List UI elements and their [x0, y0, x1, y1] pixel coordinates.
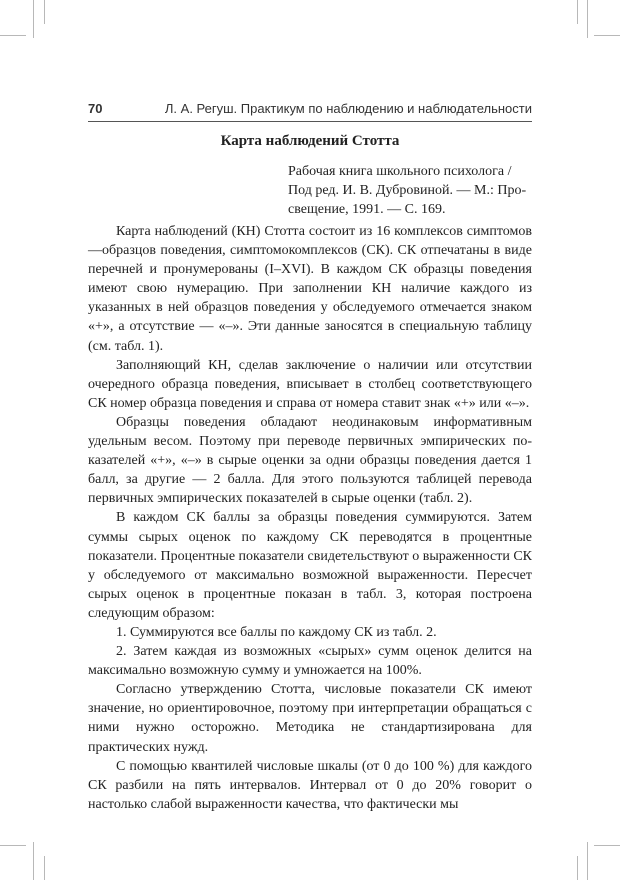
citation-line: свещение, 1991. — С. 169.	[288, 202, 446, 217]
paragraph: Карта наблюдений (КН) Стотта состоит из 16 комплексов симптомов—образцов поведения, симптомокомплексов (СК). СК отпечатаны в виде перечней и пронумерованы (I–XVI). В каждом СК образцы поведения имеют свою нумерацию. При заполнении КН наличие каждого из указанных в ней образцов поведения у обследуемого отмечается знаком «+», а отсутствие — «–». Эти данные заносятся в специальную таблицу (см. табл. 1).	[88, 224, 532, 354]
paragraph: Образцы поведения обладают неодинаковым информативным удельным весом. Поэтому при переводе первичных эмпирических показателей «+», «–» в сырые оценки за одни образцы поведения дается 1 балл, за другие — 2 балла. Для этого пользуются таблицей перевода первичных эмпирических показателей в сырые оценки (табл. 2).	[88, 414, 532, 507]
section-title: Карта наблюдений Стотта	[220, 133, 400, 149]
paragraph: Заполняющий КН, сделав заключение о наличии или отсутствии очередного образца поведения, вписывает в столбец соответствующего СК номер образца поведения и справа от номера ставит знак «+» или «–».	[88, 357, 532, 411]
crop-mark	[577, 856, 578, 880]
citation	[288, 162, 532, 219]
crop-mark	[587, 0, 588, 38]
running-title: Л. А. Регуш. Практикум по наблюдению и наблюдательности	[164, 101, 532, 116]
crop-mark	[577, 0, 578, 24]
body-text	[88, 222, 532, 814]
crop-mark	[594, 845, 620, 846]
citation-line: Рабочая книга школьного психолога /	[288, 164, 512, 179]
list-item: 1. Суммируются все баллы по каждому СК из табл. 2.	[116, 624, 437, 640]
paragraph: Согласно утверждению Стотта, числовые показатели СК имеют значение, но ориентировочное, поэтому при интерпретации обращаться с ними нужно осторожно. Методика не стандартизирована для практических нужд.	[88, 682, 532, 755]
crop-mark	[587, 842, 588, 880]
page-number: 70	[88, 101, 103, 116]
crop-mark	[0, 35, 26, 36]
crop-mark	[44, 856, 45, 880]
citation-line: Под ред. И. В. Дубровиной. — М.: Про-	[288, 183, 527, 198]
header-divider	[88, 121, 532, 122]
crop-mark	[33, 0, 34, 38]
crop-mark	[0, 845, 26, 846]
list-item: 2. Затем каждая из возможных «сырых» сумм оценок делится на максимально возможную сумму и умножается на 100%.	[88, 644, 532, 679]
crop-mark	[594, 35, 620, 36]
paragraph: С помощью квантилей числовые шкалы (от 0 до 100 %) для каждого СК разбили на пять интервалов. Интервал от 0 до 20% говорит о настолько слабой выраженности качества, что фактически мы	[88, 758, 532, 812]
crop-mark	[33, 842, 34, 880]
paragraph: В каждом СК баллы за образцы поведения суммируются. Затем суммы сырых оценок по каждому СК переводятся в процентные показатели. Процентные показатели свидетельствуют о выраженности СК у обследуемого от максимально возможной выраженности. Пересчет сырых оценок в процентные показан в табл. 3, которая построена следующим образом:	[88, 510, 532, 621]
crop-mark	[44, 0, 45, 24]
running-header	[88, 101, 532, 119]
